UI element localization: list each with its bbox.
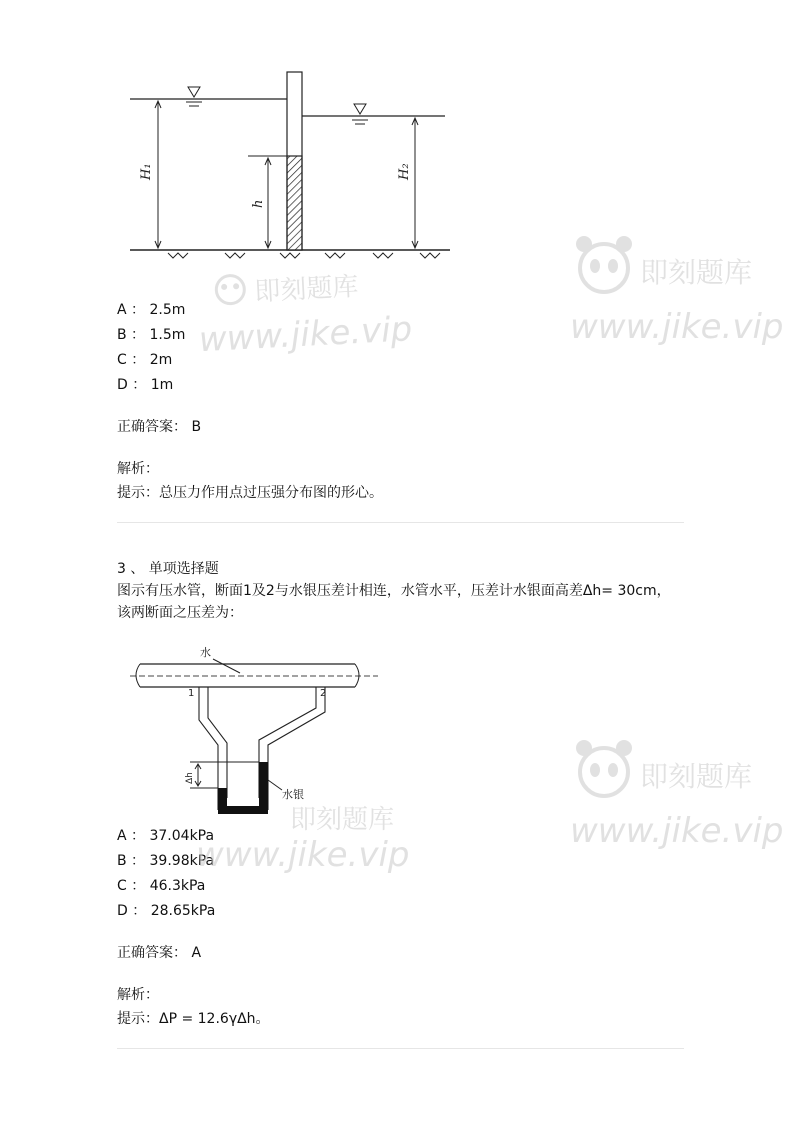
answer-value: A — [191, 945, 202, 961]
answer-line — [117, 417, 201, 437]
h1-label: H₁ — [139, 163, 154, 180]
question-title: 3 、 单项选择题 — [117, 561, 219, 577]
question-stem-1: 图示有压水管，断面1及2与水银压差计相连，水管水平，压差计水银面高差Δh= 30cm， — [117, 583, 671, 599]
option-c[interactable]: C ： 46.3kPa — [117, 878, 206, 894]
answer-label: 正确答案： — [117, 945, 187, 961]
analysis-hint: 提示：ΔP = 12.6γΔh。 — [117, 1011, 270, 1027]
watermark-url: www.jike.vip — [570, 307, 784, 347]
watermark-url: www.jike.vip — [197, 309, 414, 361]
answer-value: B — [191, 419, 202, 435]
watermark-brand: 即刻题库 — [290, 805, 395, 835]
divider — [117, 1048, 684, 1049]
mercury-label: 水银 — [282, 788, 304, 801]
manometer-figure — [0, 630, 800, 830]
h2-label: H₂ — [397, 163, 412, 180]
h-label: h — [251, 199, 266, 208]
watermark-url: www.jike.vip — [196, 835, 410, 875]
question-stem-2: 该两断面之压差为： — [117, 605, 243, 621]
option-b[interactable]: B ： 1.5m — [117, 327, 186, 343]
answer-label: 正确答案： — [117, 419, 187, 435]
option-d[interactable]: D ： 1m — [117, 377, 174, 393]
section-1-label: 1 — [188, 688, 195, 699]
delta-h-label: Δh — [185, 772, 195, 784]
answer-line — [117, 943, 201, 963]
option-b[interactable]: B ： 39.98kPa — [117, 853, 215, 869]
option-a[interactable]: A ： 2.5m — [117, 302, 186, 318]
watermark-brand: 即刻题库 — [640, 760, 753, 793]
analysis-label: 解析： — [117, 461, 159, 477]
analysis-label: 解析： — [117, 987, 159, 1003]
analysis-hint: 提示：总压力作用点过压强分布图的形心。 — [117, 485, 383, 501]
watermark-brand: 即刻题库 — [253, 271, 360, 308]
gate-figure — [0, 0, 800, 300]
watermark-url: www.jike.vip — [570, 811, 784, 851]
divider — [117, 522, 684, 523]
watermark-brand: 即刻题库 — [640, 256, 753, 289]
option-a[interactable]: A ： 37.04kPa — [117, 828, 215, 844]
option-c[interactable]: C ： 2m — [117, 352, 173, 368]
option-d[interactable]: D ： 28.65kPa — [117, 903, 216, 919]
section-2-label: 2 — [320, 688, 327, 699]
water-label: 水 — [200, 646, 211, 659]
